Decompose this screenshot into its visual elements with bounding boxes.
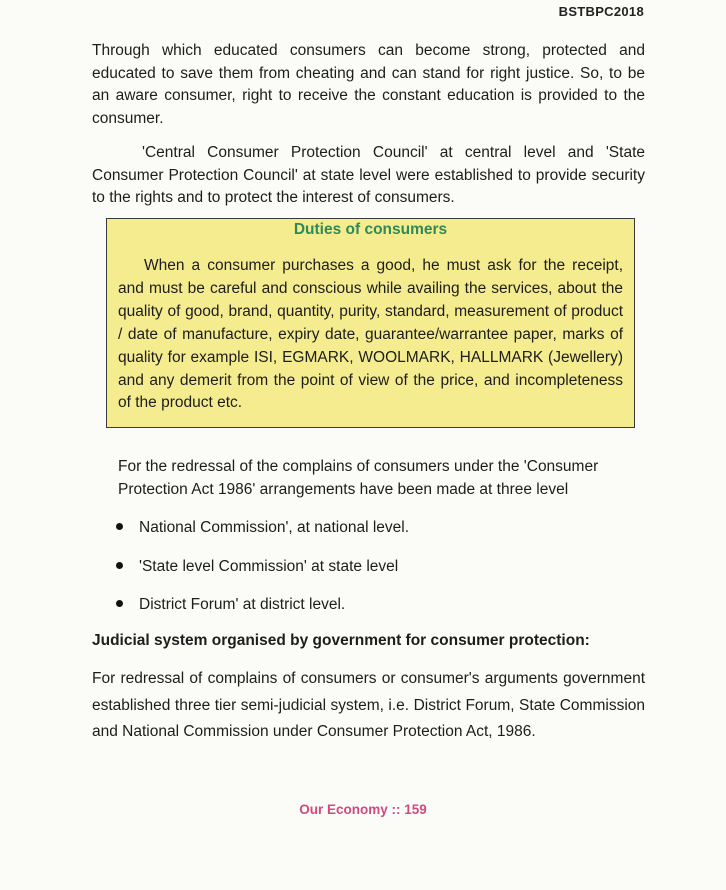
list-item xyxy=(116,556,398,578)
bullet-icon xyxy=(116,523,123,530)
document-code: BSTBPC2018 xyxy=(558,4,644,19)
list-item-label: 'State level Commission' at state level xyxy=(139,558,399,575)
redressal-intro: For the redressal of the complains of consumers under the 'Consumer Protection Act 1986' arrangements have been made at three level xyxy=(118,458,599,498)
duties-box-body: When a consumer purchases a good, he must ask for the receipt, and must be careful and conscious while availing the services, about the quality of good, brand, quantity, purity, standard, measurement of product / date of manufacture, expiry date, guarantee/warrantee paper, marks of quality for example ISI, EGMARK, WOOLMARK, HALLMARK (Jewellery) and any demerit from the point of view of the price, and incompleteness of the product etc. xyxy=(118,257,623,412)
section-heading: Judicial system organised by government for consumer protection: xyxy=(92,632,590,649)
bullet-icon xyxy=(116,600,123,607)
list-item xyxy=(116,594,345,616)
list-item xyxy=(116,517,409,539)
duties-box-title: Duties of consumers xyxy=(293,221,448,238)
paragraph-consumer-education: Through which educated consumers can become strong, protected and educated to save them from cheating and can stand for right justice. So, to be an aware consumer, right to receive the constant education is provided to the consumer. xyxy=(92,42,645,127)
duties-box xyxy=(106,218,635,428)
paragraph-judicial-system: For redressal of complains of consumers or consumer's arguments government established three tier semi-judicial system, i.e. District Forum, State Commission and National Commission under Consumer Protection Act, 1986. xyxy=(92,670,645,740)
page-footer: Our Economy :: 159 xyxy=(299,802,427,817)
list-item-label: National Commission', at national level. xyxy=(139,519,410,536)
paragraph-protection-councils: 'Central Consumer Protection Council' at central level and 'State Consumer Protection Council' at state level were established to provide security to the rights and to protect the interest of consumers. xyxy=(92,144,645,206)
list-item-label: District Forum' at district level. xyxy=(139,596,346,613)
bullet-icon xyxy=(116,562,123,569)
